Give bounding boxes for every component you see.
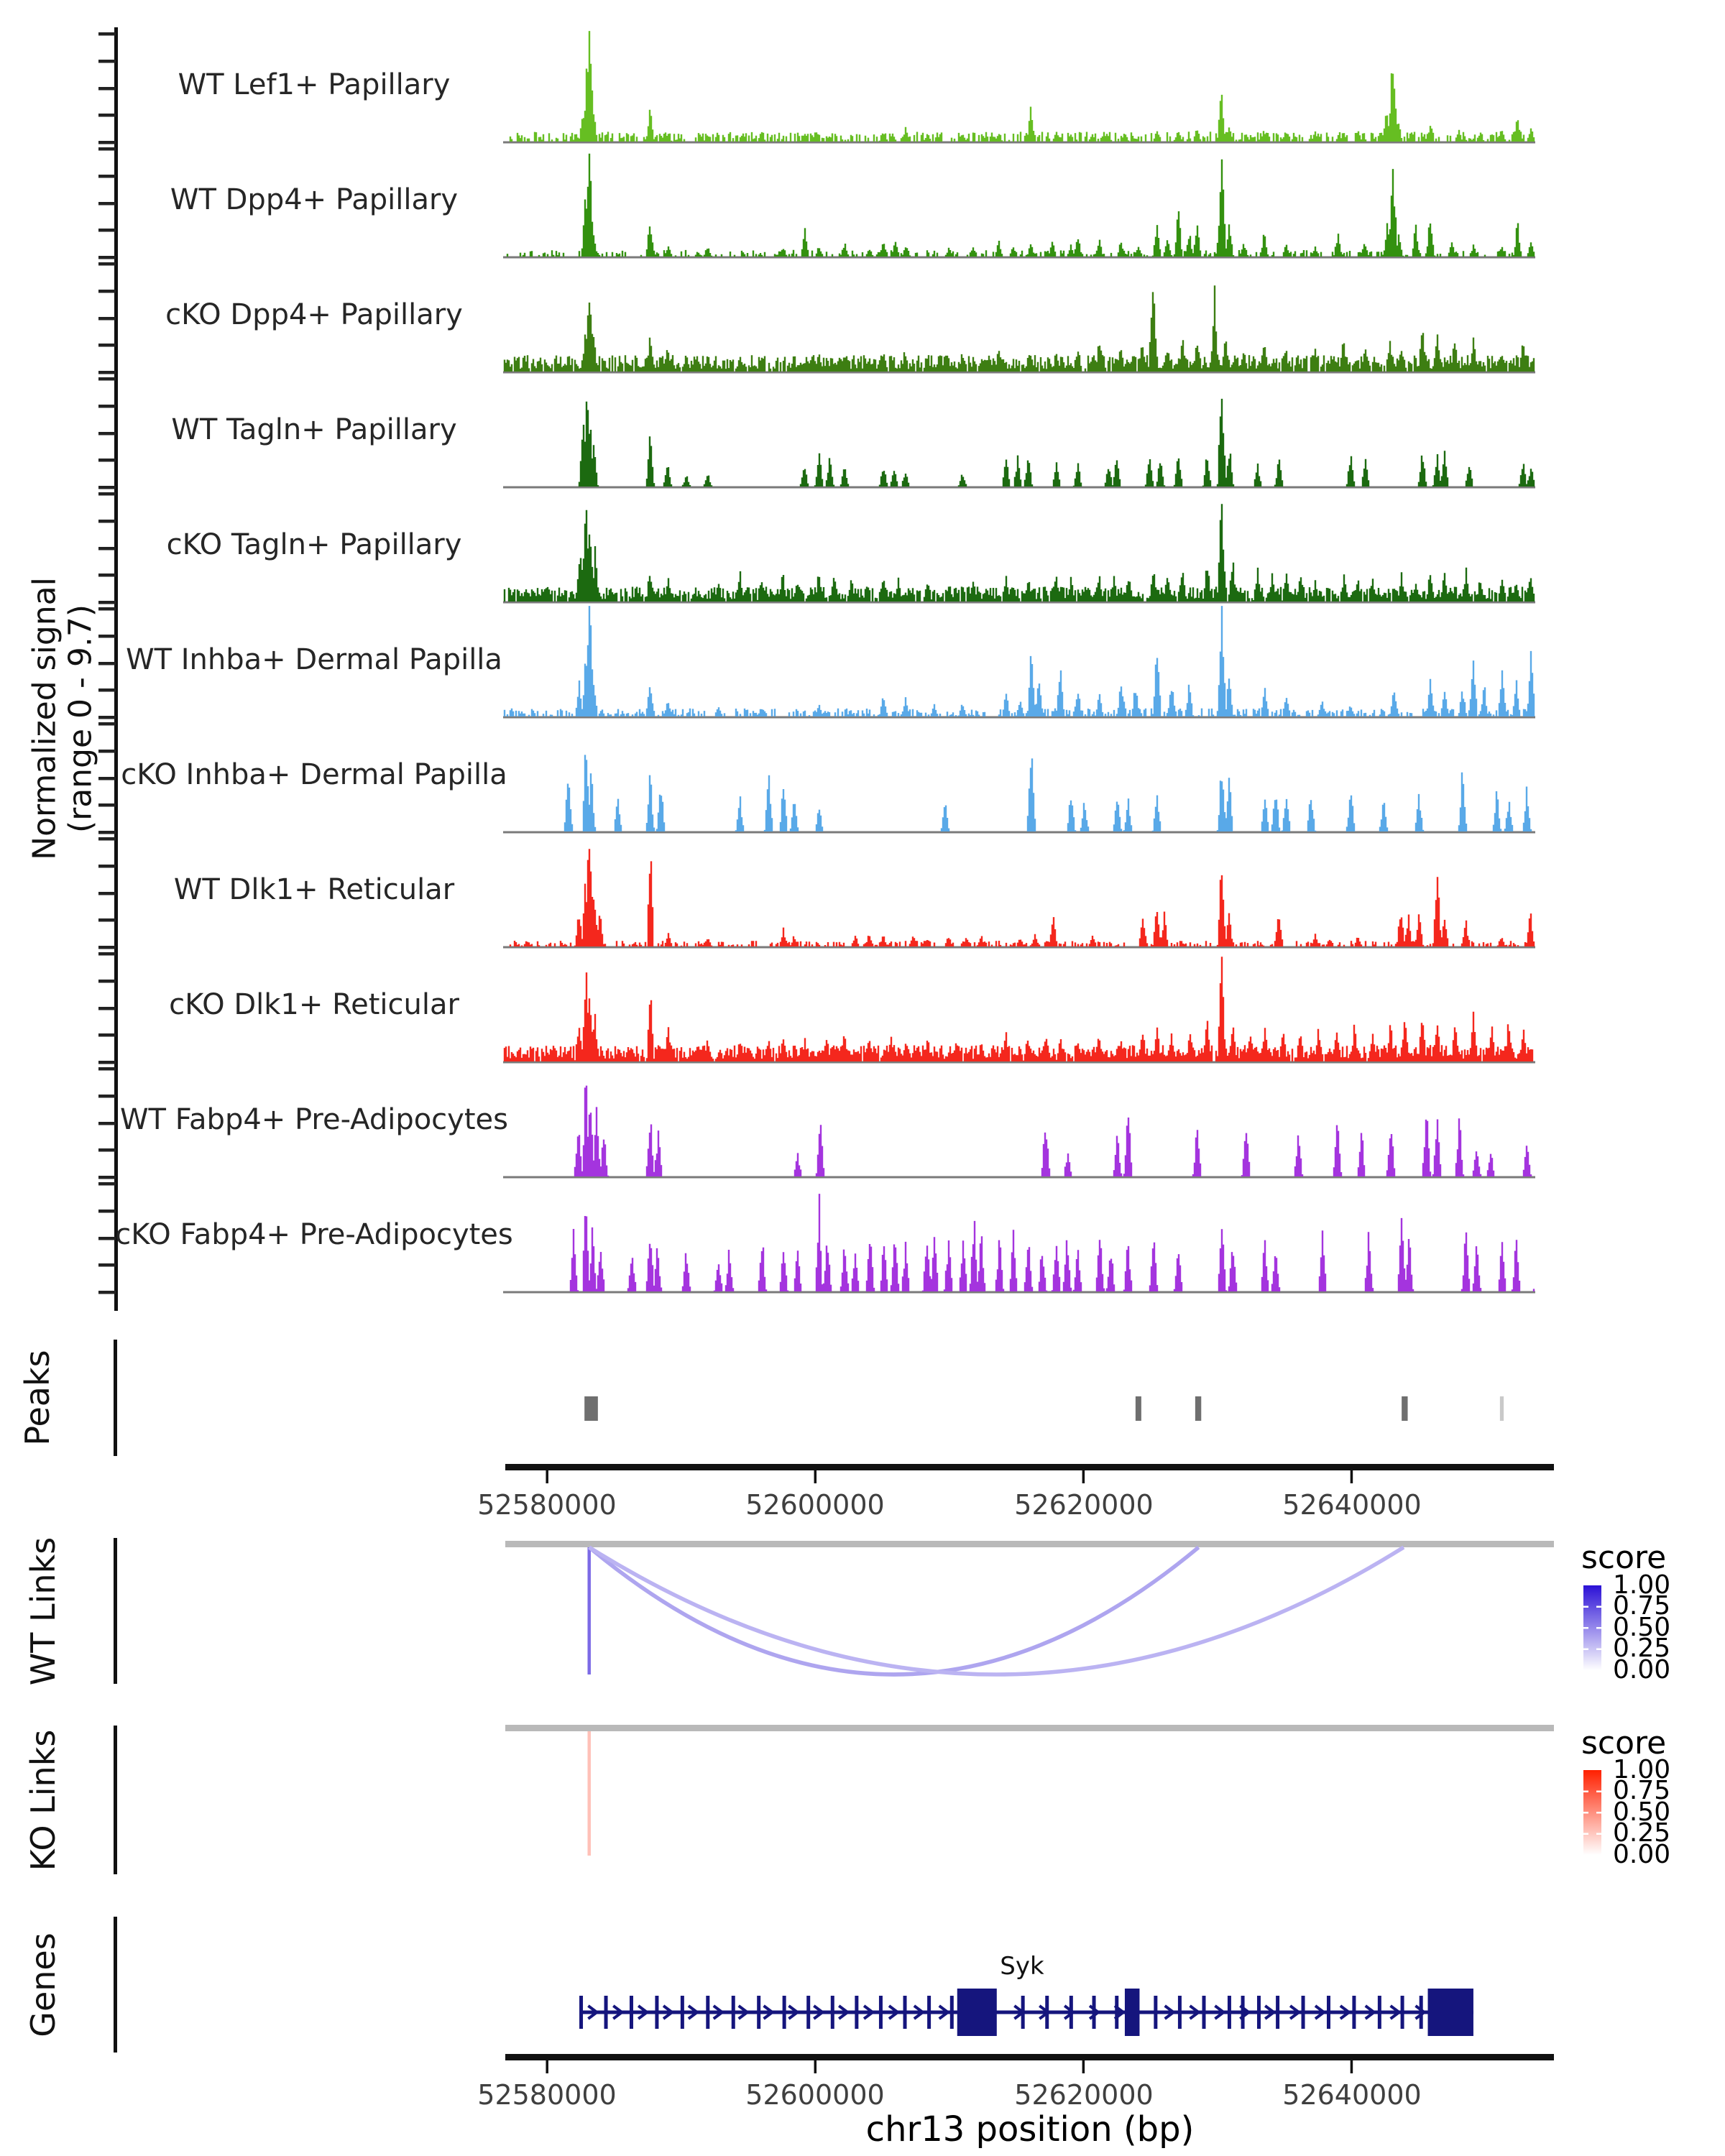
- x-tick-top-52620000: 52620000: [1014, 1489, 1154, 1521]
- x-axis-tick: [814, 1470, 817, 1483]
- wt-legend-tick-075: 0.75: [1613, 1591, 1671, 1621]
- exon-tick: [879, 1996, 883, 2029]
- track-label-wt-lef1: WT Lef1+ Papillary: [178, 68, 451, 101]
- y-axis-tick: [98, 262, 116, 266]
- ko-links-section: [114, 1725, 1554, 1874]
- y-axis-tick: [98, 722, 116, 726]
- x-tick-bottom-52640000: 52640000: [1282, 2079, 1422, 2111]
- y-axis-tick: [98, 837, 116, 841]
- coverage-signal: [571, 1194, 1534, 1291]
- wt-legend-tick-000: 0.00: [1613, 1655, 1671, 1685]
- ko-legend-tick-075: 0.75: [1613, 1776, 1671, 1805]
- exon-tick: [579, 1996, 583, 2029]
- y-axis-tick: [98, 371, 116, 374]
- exon-tick: [732, 1996, 735, 2029]
- section-label-wt-links: WT Links: [24, 1537, 63, 1686]
- signal-track-3: [503, 285, 1535, 372]
- y-axis-tick: [98, 377, 116, 381]
- link-arc: [589, 1547, 1404, 1674]
- peaks-bracket-line: [114, 1340, 117, 1456]
- coverage-signal: [565, 755, 1531, 831]
- signal-track-2: [503, 154, 1535, 257]
- track-label-wt-dpp4: WT Dpp4+ Papillary: [170, 183, 459, 216]
- exon-tick: [950, 1996, 954, 2029]
- y-axis-tick: [98, 1148, 116, 1152]
- exon-tick: [1276, 1996, 1279, 2029]
- y-axis-tick: [98, 459, 116, 462]
- y-axis-tick: [98, 229, 116, 232]
- exon-tick: [1401, 1996, 1404, 2029]
- y-axis-label-line2: (range 0 - 9.7): [62, 604, 99, 834]
- exon-tick: [1202, 1996, 1206, 2029]
- y-axis-tick: [98, 952, 116, 956]
- legend-bar-tick: [1596, 1812, 1601, 1814]
- exon-tick: [604, 1996, 608, 2029]
- y-axis-tick: [98, 405, 116, 408]
- y-axis-tick: [98, 601, 116, 604]
- section-label-peaks: Peaks: [18, 1350, 57, 1446]
- y-axis-tick: [98, 831, 116, 834]
- y-axis-tick: [98, 1263, 116, 1267]
- exon-tick: [806, 1996, 810, 2029]
- peak-interval: [584, 1396, 598, 1421]
- exon-tick: [1115, 1996, 1118, 2029]
- peaks-section: [114, 1340, 1504, 1456]
- y-axis-tick: [98, 803, 116, 807]
- track-label-wt-dlk1: WT Dlk1+ Reticular: [173, 873, 455, 906]
- exon-tick: [1302, 1996, 1305, 2029]
- exon-tick: [706, 1996, 709, 2029]
- x-axis-tick: [1351, 2060, 1353, 2073]
- y-axis-tick: [98, 716, 116, 719]
- track-label-cko-dpp4: cKO Dpp4+ Papillary: [165, 298, 463, 331]
- y-axis-tick: [98, 175, 116, 178]
- wt-legend-tick-050: 0.50: [1613, 1613, 1671, 1642]
- y-axis-tick: [98, 141, 116, 144]
- exon-tick: [1154, 1996, 1157, 2029]
- exon-tick: [1092, 1996, 1096, 2029]
- exon-tick: [630, 1996, 633, 2029]
- ko-legend-tick-000: 0.00: [1613, 1840, 1671, 1869]
- ko-score-legend-title: score: [1581, 1725, 1667, 1761]
- wt-score-legend-title: score: [1581, 1539, 1667, 1576]
- y-axis-tick: [98, 290, 116, 293]
- y-axis-tick: [98, 607, 116, 611]
- signal-track-8: [503, 849, 1535, 947]
- y-axis-tick: [98, 1176, 116, 1179]
- links-region-bar: [505, 1725, 1554, 1731]
- coverage-signal: [510, 849, 1534, 946]
- exon-tick: [783, 1996, 786, 2029]
- x-tick-top-52580000: 52580000: [477, 1489, 617, 1521]
- peak-interval: [1500, 1396, 1504, 1421]
- signal-track-5: [503, 504, 1535, 602]
- gene-name-syk: Syk: [1000, 1952, 1044, 1981]
- exon-tick: [831, 1996, 834, 2029]
- y-axis-tick: [98, 865, 116, 868]
- coverage-signal: [505, 285, 1534, 372]
- exon-box: [957, 1989, 997, 2036]
- legend-bar-tick: [1596, 1649, 1601, 1651]
- y-axis-tick: [98, 492, 116, 496]
- coverage-signal: [505, 504, 1534, 602]
- coverage-signal: [510, 31, 1534, 142]
- exon-tick: [1228, 1996, 1231, 2029]
- legend-bar-tick: [1583, 1606, 1588, 1608]
- signal-track-6: [503, 606, 1535, 717]
- legend-bar-tick: [1583, 1833, 1588, 1835]
- ko-legend-tick-050: 0.50: [1613, 1797, 1671, 1827]
- links-region-bar: [505, 1541, 1554, 1547]
- exon-tick: [1021, 1996, 1025, 2029]
- x-axis-top: [505, 1464, 1554, 1483]
- y-axis-tick: [98, 256, 116, 259]
- peak-interval: [1136, 1396, 1141, 1421]
- y-axis-tick: [98, 32, 116, 36]
- x-axis-title: chr13 position (bp): [865, 2109, 1195, 2150]
- wt-legend-tick-100: 1.00: [1613, 1570, 1671, 1600]
- y-axis-tick: [98, 1061, 116, 1064]
- y-axis-tick: [98, 147, 116, 151]
- peak-interval: [1402, 1396, 1407, 1421]
- y-axis-tick: [98, 946, 116, 949]
- y-axis-tick: [98, 980, 116, 983]
- coverage-signal: [507, 154, 1534, 257]
- genes-bracket-line: [114, 1917, 117, 2053]
- x-axis-tick: [1351, 1470, 1353, 1483]
- exon-tick: [1378, 1996, 1381, 2029]
- track-label-cko-dlk1: cKO Dlk1+ Reticular: [169, 988, 459, 1021]
- x-axis-tick: [546, 2060, 548, 2073]
- exon-tick: [1420, 1996, 1423, 2029]
- track-label-wt-fabp4: WT Fabp4+ Pre-Adipocytes: [120, 1103, 508, 1136]
- y-axis-tick: [98, 1182, 116, 1186]
- exon-tick: [757, 1996, 760, 2029]
- y-axis-label-line1: Normalized signal: [26, 577, 63, 860]
- exon-tick: [927, 1996, 931, 2029]
- x-axis-tick: [546, 1470, 548, 1483]
- legend-bar-tick: [1583, 1791, 1588, 1793]
- exon-tick: [1241, 1996, 1245, 2029]
- track-label-wt-inhba: WT Inhba+ Dermal Papilla: [126, 643, 502, 676]
- coverage-signal: [579, 399, 1534, 487]
- legend-bar-tick: [1596, 1606, 1601, 1608]
- y-axis-tick: [98, 1033, 116, 1037]
- x-axis-tick: [1082, 2060, 1085, 2073]
- exon-tick: [655, 1996, 658, 2029]
- legend-bar-tick: [1596, 1791, 1601, 1793]
- genes-section: [114, 1917, 1473, 2053]
- y-axis-tick: [98, 1067, 116, 1071]
- signal-track-4: [503, 399, 1535, 487]
- exon-tick: [1327, 1996, 1330, 2029]
- y-axis-tick: [98, 344, 116, 347]
- exon-tick: [1045, 1996, 1049, 2029]
- y-axis-tick: [98, 1210, 116, 1213]
- exon-tick: [1070, 1996, 1073, 2029]
- track-label-cko-fabp4: cKO Fabp4+ Pre-Adipocytes: [115, 1218, 513, 1251]
- exon-box: [1125, 1989, 1140, 2036]
- x-axis-tick: [1082, 1470, 1085, 1483]
- section-label-ko-links: KO Links: [24, 1729, 63, 1871]
- legend-bar-tick: [1583, 1812, 1588, 1814]
- exon-tick: [903, 1996, 907, 2029]
- links-bracket-line: [114, 1538, 117, 1684]
- y-axis-tick: [98, 688, 116, 692]
- y-axis-tick: [98, 635, 116, 638]
- exon-tick: [681, 1996, 684, 2029]
- signal-track-1: [503, 31, 1535, 142]
- signal-track-9: [503, 957, 1535, 1062]
- legend-bar-tick: [1596, 1627, 1601, 1629]
- exon-tick: [1257, 1996, 1261, 2029]
- y-axis-tick: [98, 486, 116, 489]
- legend-bar-tick: [1583, 1627, 1588, 1629]
- track-label-cko-inhba: cKO Inhba+ Dermal Papilla: [121, 758, 507, 791]
- y-axis-tick: [98, 573, 116, 577]
- exon-tick: [1352, 1996, 1356, 2029]
- x-axis-bottom: [505, 2054, 1554, 2073]
- x-tick-bottom-52620000: 52620000: [1014, 2079, 1154, 2111]
- x-tick-bottom-52580000: 52580000: [477, 2079, 617, 2111]
- exon-box: [1428, 1989, 1473, 2036]
- x-axis-line: [505, 1464, 1554, 1470]
- link-arc: [589, 1547, 1199, 1674]
- section-label-genes: Genes: [24, 1932, 63, 2037]
- x-tick-bottom-52600000: 52600000: [745, 2079, 885, 2111]
- track-label-wt-tagln: WT Tagln+ Papillary: [171, 413, 457, 446]
- y-axis-tick: [98, 60, 116, 63]
- coverage-signal: [505, 957, 1532, 1061]
- exon-tick: [855, 1996, 858, 2029]
- x-axis-line: [505, 2054, 1554, 2060]
- x-axis-tick: [814, 2060, 817, 2073]
- legend-bar-tick: [1583, 1649, 1588, 1651]
- x-tick-top-52640000: 52640000: [1282, 1489, 1422, 1521]
- coverage-signal: [505, 606, 1534, 717]
- y-axis-tick: [98, 1291, 116, 1294]
- wt-links-section: [114, 1538, 1554, 1684]
- ko-score-legend: [1583, 1770, 1601, 1855]
- ko-legend-tick-100: 1.00: [1613, 1755, 1671, 1784]
- peak-interval: [1195, 1396, 1201, 1421]
- track-label-cko-tagln: cKO Tagln+ Papillary: [166, 528, 462, 561]
- links-bracket-line: [114, 1726, 117, 1874]
- x-tick-top-52600000: 52600000: [745, 1489, 885, 1521]
- signal-track-7: [503, 755, 1535, 832]
- y-axis-tick: [98, 750, 116, 753]
- wt-legend-tick-025: 0.25: [1613, 1634, 1671, 1663]
- legend-bar-tick: [1596, 1833, 1601, 1835]
- y-axis-tick: [98, 1095, 116, 1098]
- signal-track-10: [503, 1086, 1535, 1177]
- exon-tick: [1178, 1996, 1182, 2029]
- wt-score-legend: [1583, 1585, 1601, 1670]
- y-axis-tick: [98, 918, 116, 922]
- ko-legend-tick-025: 0.25: [1613, 1818, 1671, 1848]
- y-axis-tick: [98, 520, 116, 523]
- y-axis-tick: [98, 114, 116, 117]
- signal-track-11: [503, 1194, 1535, 1292]
- coverage-signal: [575, 1086, 1531, 1176]
